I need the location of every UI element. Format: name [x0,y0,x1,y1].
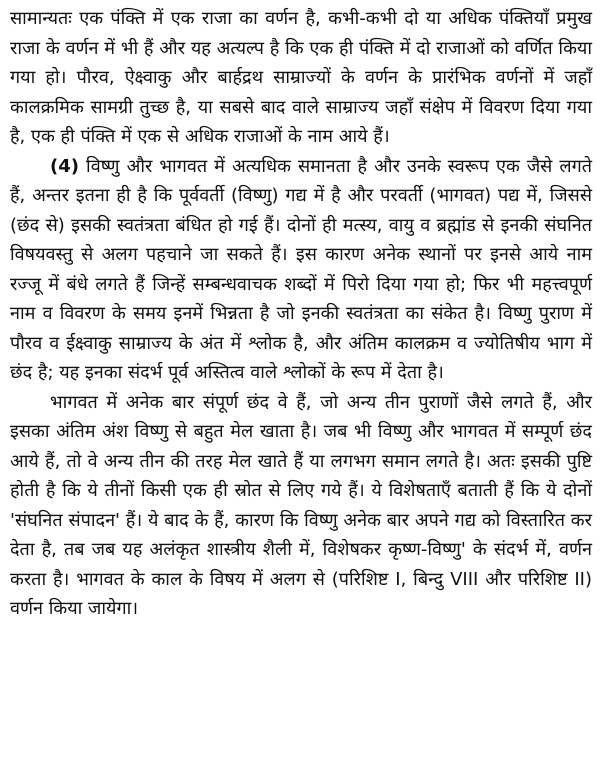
paragraph-2 [10,152,592,388]
document-page [10,4,592,770]
paragraph-3-text: भागवत में अनेक बार संपूर्ण छंद वे हैं, जो अन्य तीन पुराणों जैसे लगते हैं, और इसका अंतिम अंश विष्णु से बहुत मेल खाता है। जब भी विष्णु और भागवत में सम्पूर्ण छंद आये हैं, तो वे अन्य तीन की तरह मेल खाते हैं या लगभग समान लगते है। अतः इसकी पुष्टि होती है कि ये तीनों किसी एक ही स्रोत से लिए गये हैं। ये विशेषताएँ बताती हैं कि ये दोनों 'संघनित संपादन' हैं। ये बाद के हैं, कारण कि विष्णु अनेक बार अपने गद्य को विस्तारित कर देता है, तब जब यह अलंकृत शास्त्रीय शैली में, विशेषकर कृष्ण-विष्णु' के संदर्भ में, वर्णन करता है। भागवत के काल के विषय में अलग से (परिशिष्ट I, बिन्दु VIII और परिशिष्ट II) वर्णन किया जायेगा। [10,391,592,619]
paragraph-1 [10,4,592,152]
paragraph-2-text: विष्णु और भागवत में अत्यधिक समानता है और उनके स्वरूप एक जैसे लगते हैं, अन्तर इतना ही है कि पूर्ववर्ती (विष्णु) गद्य में है और परवर्ती (भागवत) पद्य में, जिससे (छंद से) इसकी स्वतंत्रता बंधित हो गई हैं। दोनों ही मत्स्य, वायु व ब्रह्मांड से इनकी संघनित विषयवस्तु से अलग पहचाने जा सकते हैं। इस कारण अनेक स्थानों पर इनसे आये नाम रज्जू में बंधे लगते हैं जिन्हें सम्बन्धवाचक शब्दों में पिरो दिया गया हो; फिर भी महत्त्वपूर्ण नाम व विवरण के समय इनमें भिन्नता है जो इनकी स्वतंत्रता का संकेत है। विष्णु पुराण में पौरव व ईक्ष्वाकु साम्राज्य के अंत में श्लोक है, और अंतिम कालक्रम व ज्योतिषीय भाग में छंद है; यह इनका संदर्भ पूर्व अस्तित्व वाले श्लोकों के रूप में देता है। [10,155,592,383]
paragraph-1-text: सामान्यतः एक पंक्ति में एक राजा का वर्णन है, कभी-कभी दो या अधिक पंक्तियाँ प्रमुख राजा के वर्णन में भी हैं और यह अत्यल्प है कि एक ही पंक्ति में दो राजाओं को वर्णित किया गया हो। पौरव, ऐक्ष्वाकु और बार्हद्रथ साम्राज्यों के वर्णन के प्रारंभिक वर्णनों में जहाँ कालक्रमिक सामग्री तुच्छ है, या सबसे बाद वाले साम्राज्य जहाँ संक्षेप में विवरण दिया गया है, एक ही पंक्ति में एक से अधिक राजाओं के नाम आये हैं। [10,8,592,147]
paragraph-2-number: (4) [50,155,79,177]
paragraph-3 [10,388,592,624]
